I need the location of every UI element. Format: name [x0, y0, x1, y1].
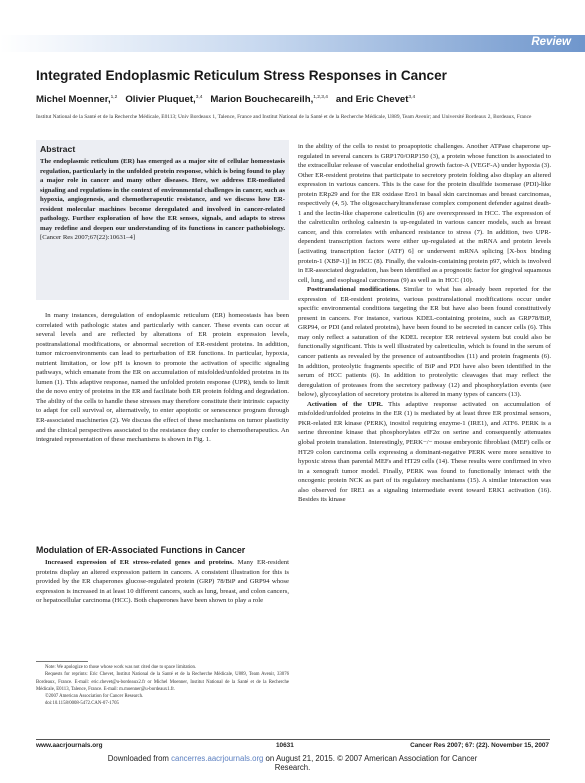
author-affil-sup: 3,4	[408, 95, 416, 100]
affiliations: Institut National de la Santé et de la Recherche Médicale, E0113; Univ Bordeaux 1, Talence, France and Institut National de la Santé et de la Recherche Médicale, U889, Team Avenir; and Université Bordeaux 2, Bordeaux, France	[36, 114, 532, 120]
download-prefix: Downloaded from	[107, 754, 172, 763]
author-list	[36, 94, 556, 105]
footer-journal: Cancer Res 2007; 67: (22). November 15, 2007	[410, 742, 549, 749]
author-name: Olivier Pluquet,	[125, 94, 196, 105]
paragraph-lead: Posttranslational modifications.	[307, 286, 400, 294]
paragraph-lead: Activation of the UPR.	[307, 400, 383, 408]
section-paragraph	[36, 558, 289, 606]
review-banner	[0, 35, 585, 52]
left-column-section	[36, 558, 289, 606]
author-affil-sup: 1,2	[110, 95, 118, 100]
right-column	[298, 142, 551, 505]
download-link[interactable]: cancerres.aacrjournals.org	[171, 754, 264, 763]
abstract-body: The endoplasmic reticulum (ER) has emerged as a major site of cellular homeostasis regulation, particularly in the unfolded protein response, which is being found to play a major role in cancer and many other diseases. Here, we address ER-mediated signaling and regulations in the context of environmental challenges in cancer, such as hypoxia, angiogenesis, and chemotherapeutic resistance, and we discuss how ER-resident molecular machines become deregulated and involved in cancer-related pathology. Further exploration of how the ER senses, signals, and adapts to stress may redefine and deepen our understanding of its functions in cancer pathobiology.	[40, 158, 285, 232]
download-line2: Research.	[274, 763, 311, 773]
author-affil-sup: 3,4	[195, 95, 203, 100]
footer-url[interactable]: www.aacrjournals.org	[36, 742, 103, 749]
right-paragraph-1: in the ability of the cells to resist to proapoptotic challenges. Another ATPase chaperone up-regulated in several cancers is GRP170/ORP150 (3), a protein whose function is associated to the extracellular release of vascular endothelial growth factor-A (VEGF-A) under hypoxia (3). Other ER-resident proteins that participate to secretory protein folding also display an altered expression in various cancers. This is the case for the protein disulfide isomerase (PDI)-like protein ERp29 and for the ER oxidase Ero1 in basal skin carcinomas and breast carcinomas, respectively (4, 5). The oligosaccharyltransferase complex component defender against death-1 and the lectin-like chaperone calreticulin (6) are overexpressed in HCC. The expression of the calreticulin ortholog calnexin is up-regulated in various cancer models, such as breast cancer, and this correlates with enhanced resistance to stress (7). In addition, two UPR-dependent transcription factors were either up-regulated at the mRNA and protein levels [activating transcription factor (ATF) 6] or underwent mRNA splicing [X-box binding protein-1 (XBP-1)] in HCC (8). Finally, the valosin-containing protein p97, which is involved in ER-associated degradation, has been identified as a prognostic factor for gingival squamous cell, lung, and esophageal carcinomas (9) as well as in HCC (10).	[298, 143, 551, 284]
footnotes	[36, 664, 289, 708]
article-title: Integrated Endoplasmic Reticulum Stress Responses in Cancer	[36, 68, 447, 83]
author-name: Michel Moenner,	[36, 94, 111, 105]
footnote-rule	[36, 661, 88, 662]
footnote-note: Note: We apologize to those whose work was not cited due to space limitation.	[45, 665, 197, 670]
author-name: Marion Bouchecareilh,	[210, 94, 314, 105]
download-suffix: on August 21, 2015. © 2007 American Association for Cancer	[263, 754, 478, 763]
section-paragraph-text: Many ER-resident proteins display an altered expression pattern in cancers. A consistent illustration for this is provided by the ER chaperones glucose-regulated protein (GRP) 78/BiP and GRP94 whose expression is increased in at least 10 different cancers, such as lung, breast, and colon cancers, or hepatocellular carcinoma (HCC). Both chaperones have been shown to play a role	[36, 559, 290, 605]
abstract-heading: Abstract	[40, 144, 76, 154]
intro-paragraph: In many instances, deregulation of endoplasmic reticulum (ER) homeostasis has been correlated with pathologic states and particularly with cancer. These events can occur at several levels and are reflected by alterations of ER protein expression levels, posttranslational modifications, or abnormal secretion of ER-resident proteins. In addition, tumor microenvironments can lead to perturbation of ER functions. In particular, hypoxia, nutrient limitation, or low pH is known to promote the activation of specific signaling pathways, which emanate from the ER on accumulation of misfolded/unfolded proteins in its lumen (1). This adaptive response, named the unfolded protein response (UPR), tends to limit the de novo entry of proteins in the ER and facilitate both ER protein folding and degradation. The ability of the cells to handle these stresses may therefore constitute their intrinsic capacity to adapt for cell survival or, alternatively, to enter apoptotic or senescence program through ER-associated machineries (2). We discuss the effect of these mechanisms on tumor plasticity and the clinical perspectives associated to the resistance they confer to chemotherapeutics. An integrated representation of these mechanisms is shown in Fig. 1.	[36, 312, 289, 444]
abstract-citation: [Cancer Res 2007;67(22):10631–4]	[40, 234, 136, 242]
right-paragraph-2	[298, 285, 551, 400]
author-name: and Eric Chevet	[335, 94, 409, 105]
paragraph-text: This adaptive response activated on accumulation of misfolded/unfolded proteins in the ER (1) is mediated by at least three ER proximal sensors, PKR-related ER kinase (PERK), inositol requiring enzyme-1 (IRE1), and ATF6. PERK is a serine threonine kinase that phosphorylates eIF2α on serine and consequently attenuates global protein translation. Interestingly, PERK−/− mouse embryonic fibroblast (MEF) cells or HT29 colon carcinoma cells expressing a dominant-negative PERK were more sensitive to hypoxic stress than parental MEFs and HT29 cells (14). These results were confirmed in vivo in a xenograft tumor model. Finally, PERK was found to functionally interact with the oncogenic protein NCK as part of its regulatory mechanisms (15). A similar interaction was also observed for IRE1 as a signaling intermediate event toward ERK1 activation (16). Besides its kinase	[298, 400, 551, 504]
footer-page-number: 10631	[276, 742, 294, 749]
section-lead: Increased expression of ER stress-related genes and proteins.	[45, 559, 234, 566]
review-label: Review	[531, 36, 571, 48]
footnote-reprints: Requests for reprints: Eric Chevet, Institut National de la Santé et de la Recherche Médicale, U889, Team Avenir, 33076 Bordeaux, France. E-mail: eric.chevet@u-bordeaux2.fr or Michel Moenner, Institut National de la Santé et de la Recherche Médicale, E0113, Talence, France. E-mail: m.moenner@u-bordeaux1.fr.	[36, 672, 289, 692]
author-affil-sup: 1,2,3,4	[313, 95, 328, 100]
section-heading: Modulation of ER-Associated Functions in Cancer	[36, 545, 246, 555]
footnote-doi: doi:10.1158/0008-5472.CAN-07-1705	[45, 701, 119, 707]
footer-rule	[36, 739, 550, 740]
right-paragraph-3	[298, 400, 551, 505]
footnote-copyright: ©2007 American Association for Cancer Research.	[45, 694, 144, 700]
abstract-text	[40, 157, 285, 243]
left-column-intro	[36, 311, 289, 445]
download-notice	[0, 754, 585, 773]
paragraph-text: Similar to what has already been reported for the expression of ER-resident proteins, various posttranslational modifications occur under specific environmental conditions targeting the ER but have also been found constitutively present in cancers. For instance, various KDEL-containing proteins, such as GRP78/BiP, GRP94, or PDI (and related proteins), have been found to be secreted in cancer cells (6). This may only reflect a saturation of the KDEL receptor ER retrieval system but could also be functionally significant. This is well illustrated by calreticulin, which is found in the serum of cancer patients as revealed by the presence of autoantibodies (11) and protein fragments (6). In addition, proteolytic fragments specific of BiP and PDI have also been identified in the serum of HCC patients (6). In addition to proteolytic cleavages that may reflect the deregulation of proteases from the secretory pathway (12) and phosphorylation events (see below), glycosylation of secretory proteins is altered in many types of cancers (13).	[298, 286, 551, 399]
